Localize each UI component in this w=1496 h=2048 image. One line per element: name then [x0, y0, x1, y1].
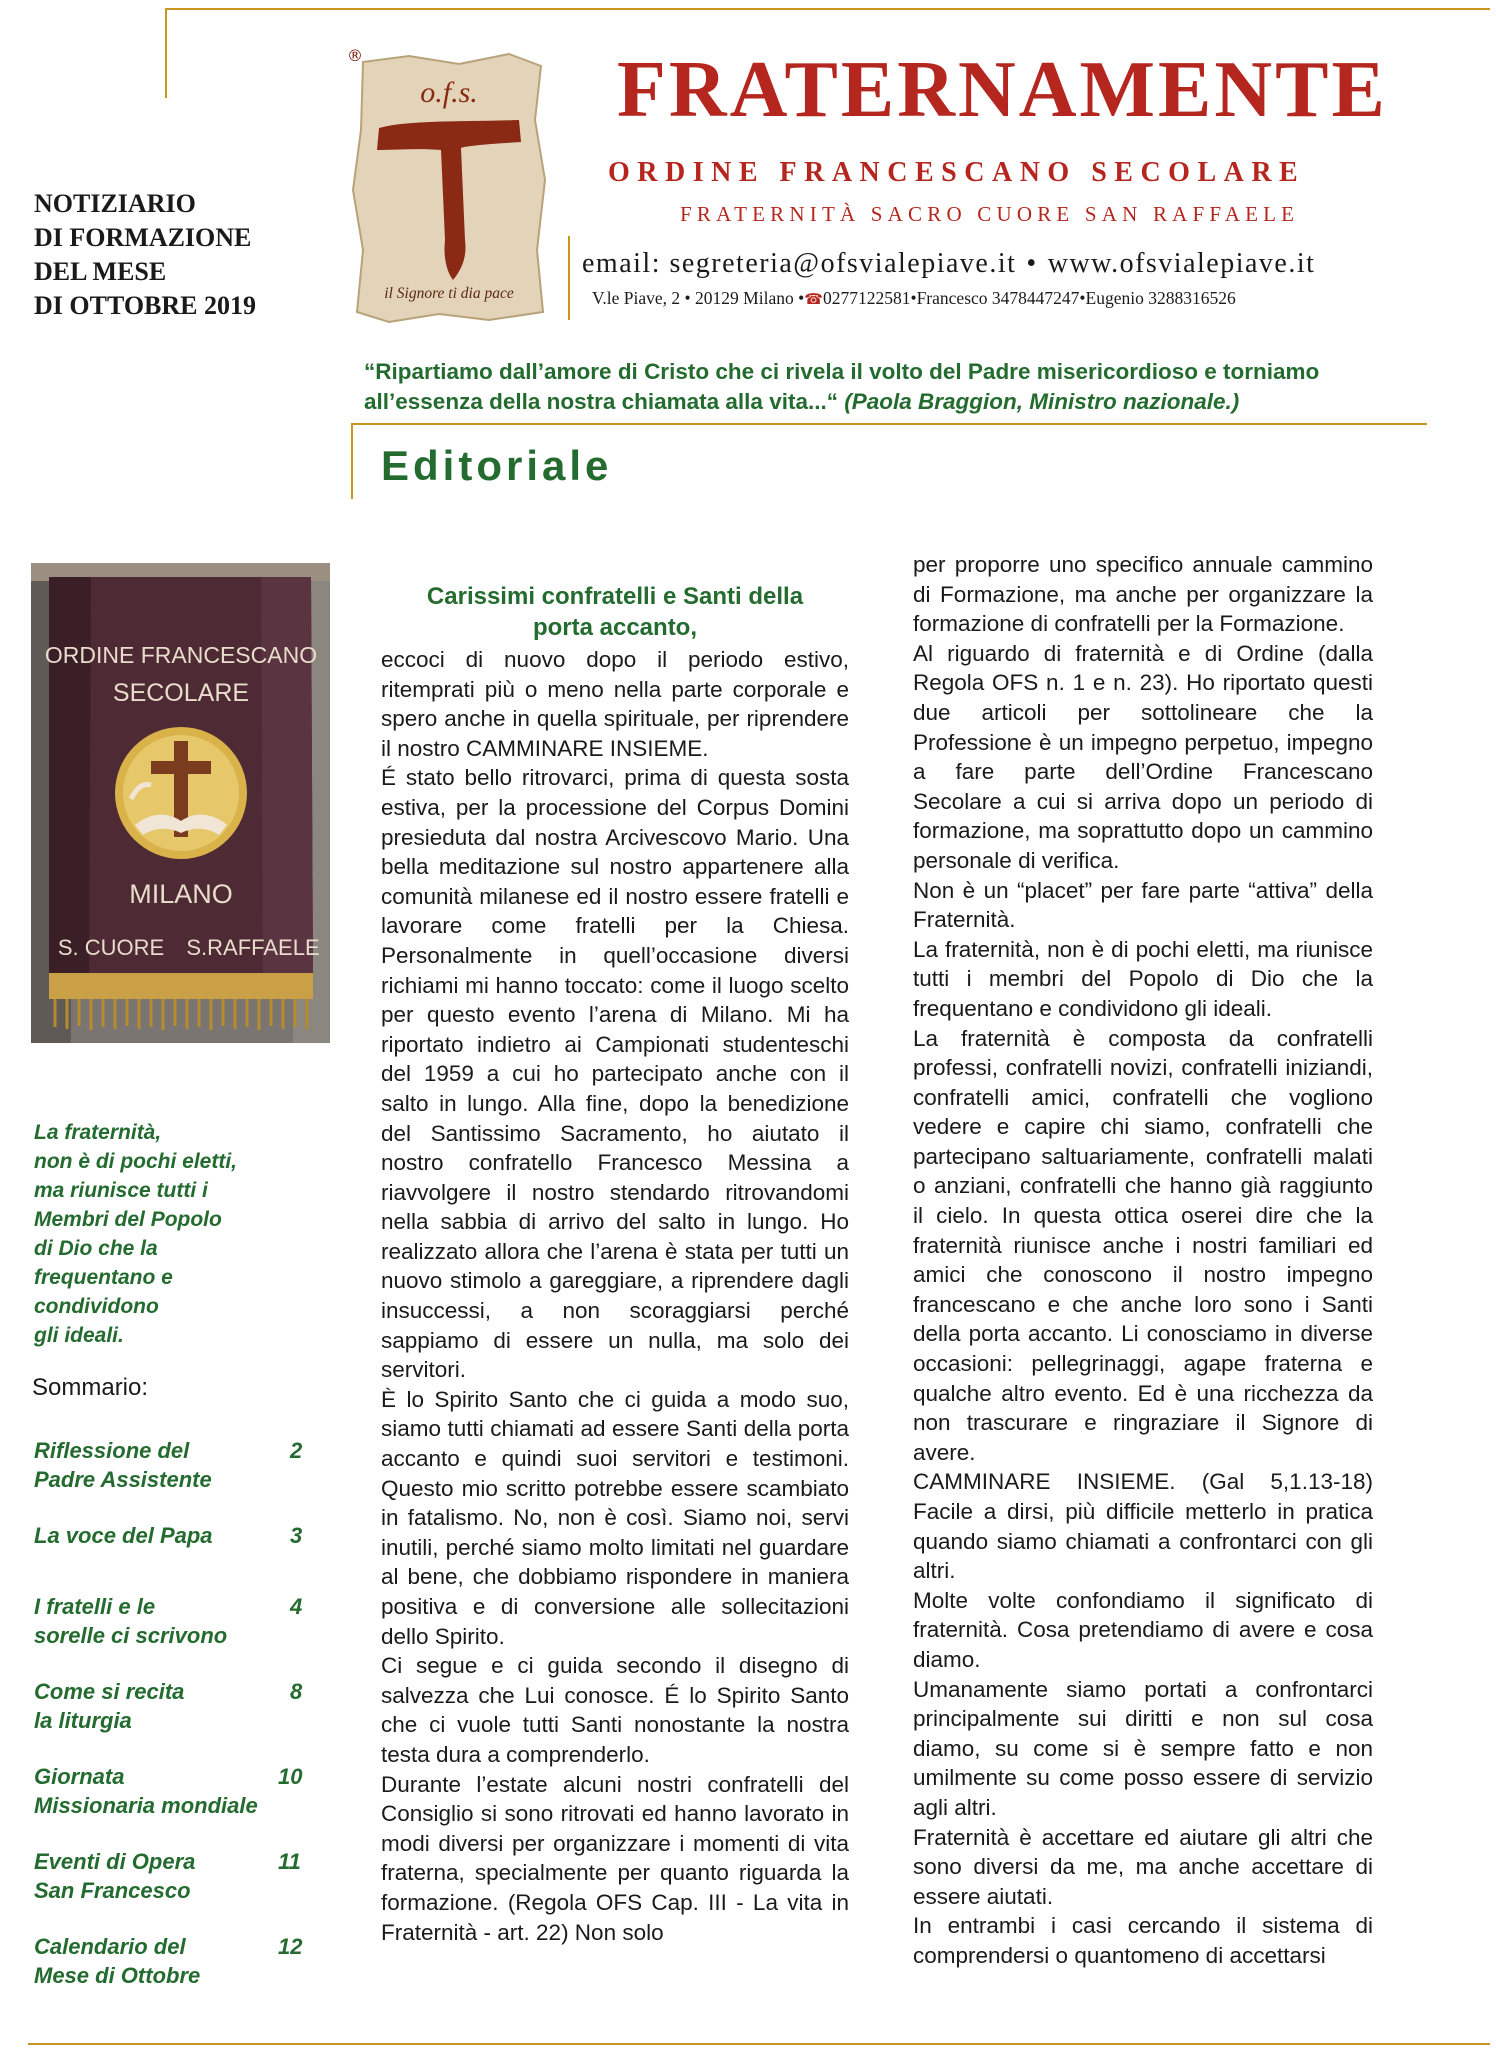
pull-quote	[34, 1118, 294, 1350]
address-line	[592, 288, 1236, 309]
toc-page-number: 8	[290, 1679, 303, 1704]
toc-item-opera-san-francesco[interactable]	[34, 1847, 314, 1907]
quote-citation: (Paola Braggion, Ministro nazionale.)	[844, 389, 1240, 414]
toc-label-line: Missionaria mondiale	[34, 1793, 258, 1818]
pull-quote-line: non è di pochi eletti,	[34, 1150, 238, 1173]
article-paragraph: In entrambi i casi cercando il sistema di comprendersi o quantomeno di accettarsi	[913, 1913, 1373, 1968]
section-divider	[351, 423, 353, 499]
fraternity-name: FRATERNITÀ SACRO CUORE SAN RAFFAELE	[680, 202, 1300, 226]
website-link[interactable]: www.ofsvialepiave.it	[1047, 248, 1316, 279]
article-paragraph: Fraternità è accettare ed aiutare gli altri che sono diversi da me, ma anche accettare di essere aiutati.	[913, 1824, 1373, 1909]
bottom-divider	[28, 2043, 1490, 2045]
tau-logo-graphic	[349, 50, 549, 325]
pull-quote-line: Membri del Popolo	[34, 1208, 222, 1231]
toc-label-line: Calendario del	[34, 1934, 186, 1959]
toc-label-line: Eventi di Opera	[34, 1849, 196, 1874]
newsletter-title: FRATERNAMENTE	[617, 46, 1388, 134]
registered-mark: ®	[347, 46, 363, 65]
top-decorative-horizontal-line	[165, 8, 1490, 10]
contact-line	[582, 248, 1315, 280]
order-name: ORDINE FRANCESCANO SECOLARE	[608, 157, 1306, 188]
toc-item-riflessione[interactable]	[34, 1436, 314, 1496]
pull-quote-line: condividono	[34, 1295, 159, 1318]
toc-page-number: 12	[278, 1934, 303, 1959]
ofs-tau-logo	[347, 46, 549, 325]
contact-divider	[568, 236, 570, 320]
issue-line: DI OTTOBRE 2019	[34, 291, 257, 320]
toc-page-number: 11	[278, 1849, 301, 1874]
toc-label	[34, 1677, 274, 1735]
toc-label-line: sorelle ci scrivono	[34, 1623, 228, 1648]
article-paragraph: Molte volte confondiamo il significato di fraternità. Cosa pretendiamo di avere e cosa diamo.	[913, 1587, 1373, 1672]
article-paragraph: È lo Spirito Santo che ci guida a modo suo, siamo tutti chiamati ad essere Santi della porta accanto e quindi suoi servitori e testimoni. Questo mio scritto potrebbe essere scambiato in fatalismo. No, non è così. Siamo noi, servi inutili, perché siamo molto limitati nel guardare al bene, che dobbiamo rispondere in maniera positiva e di conversione alle sollecitazioni dello Spirito.	[381, 1386, 849, 1649]
article-paragraph: La fraternità, non è di pochi eletti, ma riunisce tutti i membri del Popolo di Dio che la frequentano e condividono gli ideali.	[913, 936, 1373, 1021]
logo-motto: il Signore ti dia pace	[384, 285, 514, 302]
separator-bullet: •	[684, 288, 691, 308]
article-column-1	[381, 581, 849, 1947]
quote-text: “Ripartiamo dall’amore di Cristo che ci rivela il volto del Padre misericordioso e torniamo all’essenza della nostra chiamata alla vita...“	[364, 359, 1320, 414]
toc-label-line: Giornata	[34, 1764, 125, 1789]
article-paragraph: Ci segue e ci guida secondo il disegno di salvezza che Lui conosce. É lo Spirito Santo che ci vuole tutti Santi nonostante la nostra testa dura a comprenderlo.	[381, 1653, 849, 1767]
separator-bullet: •	[1079, 288, 1086, 308]
city: 20129 Milano	[695, 288, 794, 308]
phone-number: 0277122581	[822, 288, 911, 308]
contact-francesco: Francesco 3478447247	[916, 288, 1080, 308]
quote-divider	[351, 423, 1427, 425]
toc-item-voce-del-papa[interactable]	[34, 1521, 314, 1581]
banner-text-order: ORDINE FRANCESCANO	[44, 642, 318, 668]
article-salutation	[381, 581, 849, 643]
article-paragraph: CAMMINARE INSIEME. (Gal 5,1.13-18) Facile a dirsi, più difficile metterlo in pratica quando siamo chiamati a confrontarci con gli altri.	[913, 1469, 1373, 1584]
street: V.le Piave, 2	[592, 288, 681, 308]
separator-bullet: •	[798, 288, 805, 308]
toc-page-number: 10	[278, 1764, 303, 1789]
toc-label	[34, 1521, 274, 1550]
salutation-line: porta accanto,	[532, 614, 698, 641]
pull-quote-line: ma riunisce tutti i	[34, 1179, 208, 1202]
toc-page-number: 3	[290, 1523, 303, 1548]
section-title: Editoriale	[381, 442, 613, 489]
issue-line: DI FORMAZIONE	[34, 223, 252, 252]
toc-label-line: La voce del Papa	[34, 1523, 213, 1548]
toc-page-number: 4	[290, 1594, 303, 1619]
pull-quote-line: gli ideali.	[34, 1324, 124, 1347]
toc-label-line: I fratelli e le	[34, 1594, 156, 1619]
article-paragraph: Non è un “placet” per fare parte “attiva” della Fraternità.	[913, 877, 1373, 933]
toc-label	[34, 1592, 274, 1650]
email-link[interactable]: email: segreteria@ofsvialepiave.it	[582, 248, 1017, 279]
separator-bullet: •	[910, 288, 917, 308]
phone-icon: ☎	[804, 292, 823, 308]
top-decorative-vertical-line	[165, 8, 167, 98]
article-paragraph: La fraternità è composta da confratelli professi, confratelli novizi, confratelli iniziandi, confratelli amici, confratelli che vogliono vedere e capire chi siamo, confratelli che partecipano saltuariamente, confratelli malati o anziani, confratelli che hanno già raggiunto il cielo. In questa ottica oserei dire che la fraternità riunisce anche i nostri familiari ed amici che conoscono il nostro impegno francescano e che anche loro sono i Santi della porta accanto. Li conosciamo in diverse occasioni: pellegrinaggi, agape fraterna e qualche altro evento. Ed è una ricchezza da non trascurare e ringraziare il Signore di avere.	[913, 1025, 1373, 1465]
toc-label	[34, 1847, 274, 1905]
toc-label-line: Mese di Ottobre	[34, 1963, 201, 1988]
toc-item-calendario[interactable]	[34, 1932, 314, 1992]
issue-label	[34, 187, 304, 323]
issue-line: DEL MESE	[34, 257, 167, 286]
banner-graphic	[31, 563, 330, 1043]
pull-quote-line: frequentano e	[34, 1266, 173, 1289]
banner-text-secular: SECOLARE	[112, 679, 250, 707]
toc-label-line: la liturgia	[34, 1708, 132, 1733]
article-paragraph: Al riguardo di fraternità e di Ordine (dalla Regola OFS n. 1 e n. 23). Ho riportato questi due articoli per sottolineare che la Professione è un impegno perpetuo, impegno a fare parte dell’Ordine Francescano Secolare a cui si arriva dopo un periodo di formazione, ma soprattutto dopo un cammino personale di verifica.	[913, 640, 1373, 873]
toc-item-fratelli-scrivono[interactable]	[34, 1592, 314, 1652]
toc-label-line: Come si recita	[34, 1679, 185, 1704]
toc-label-line: Padre Assistente	[34, 1467, 212, 1492]
banner-text-right: S.RAFFAELE	[186, 935, 320, 960]
toc-label	[34, 1762, 284, 1820]
opening-quote	[364, 357, 1424, 417]
banner-photo	[31, 563, 330, 1043]
banner-text-left: S. CUORE	[57, 935, 165, 960]
banner-text-city: MILANO	[129, 879, 233, 909]
pull-quote-line: di Dio che la	[34, 1237, 158, 1260]
logo-letters: o.f.s.	[420, 76, 478, 109]
article-paragraph: Umanamente siamo portati a confrontarci principalmente sui diritti e non sul cosa diamo, su come si è sempre fatto e non umilmente su come posso essere di servizio agli altri.	[913, 1676, 1373, 1820]
article-paragraph: eccoci di nuovo dopo il periodo estivo, ritemprati più o meno nella parte corporale e spero anche in quella spirituale, per riprendere il nostro CAMMINARE INSIEME.	[381, 647, 849, 761]
toc-label-line: San Francesco	[34, 1878, 191, 1903]
toc-item-liturgia[interactable]	[34, 1677, 314, 1737]
article-paragraph: per proporre uno specifico annuale cammino di Formazione, ma anche per organizzare la formazione di confratelli per la Formazione.	[913, 552, 1373, 637]
toc-page-number: 2	[290, 1438, 303, 1463]
issue-line: NOTIZIARIO	[34, 189, 196, 218]
toc-label-line: Riflessione del	[34, 1438, 190, 1463]
article-paragraph: É stato bello ritrovarci, prima di questa sosta estiva, per la processione del Corpus Domini presieduta dal nostra Arcivescovo Mario. Una bella meditazione sul nostro appartenere alla comunità milanese ed il nostro essere fratelli e lavorare come fratelli per la Chiesa. Personalmente in quell’occasione diversi richiami mi hanno toccato: come il luogo scelto per questo evento l’arena di Milano. Mi ha riportato indietro ai Campionati studenteschi del 1959 a cui ho partecipato anche con il salto in lungo. Alla fine, dopo la benedizione del Santissimo Sacramento, ho aiutato il nostro confratello Francesco Messina a riavvolgere il nostro stendardo ritrovandomi nella sabbia di arrivo del salto in lungo. Ho realizzato allora che l’arena è stata per tutti un nuovo stimolo a gareggiare, a riprendere dagli insuccessi, a non scoraggiarsi perché sappiamo di essere un nulla, ma solo dei servitori.	[381, 765, 849, 1383]
toc-label	[34, 1932, 274, 1990]
toc-label	[34, 1436, 274, 1494]
summary-title: Sommario:	[32, 1374, 149, 1401]
toc-item-giornata-missionaria[interactable]	[34, 1762, 314, 1822]
article-column-2	[913, 550, 1373, 1971]
salutation-line: Carissimi confratelli e Santi della	[426, 583, 804, 610]
pull-quote-line: La fraternità,	[34, 1121, 162, 1144]
separator-bullet: •	[1026, 248, 1038, 279]
article-paragraph: Durante l’estate alcuni nostri confratelli del Consiglio si sono ritrovati ed hanno lavorato in modi diversi per organizzare i momenti di vita fraterna, specialmente per quanto riguarda la formazione. (Regola OFS Cap. III - La vita in Fraternità - art. 22) Non solo	[381, 1771, 849, 1945]
contact-eugenio: Eugenio 3288316526	[1085, 288, 1236, 308]
